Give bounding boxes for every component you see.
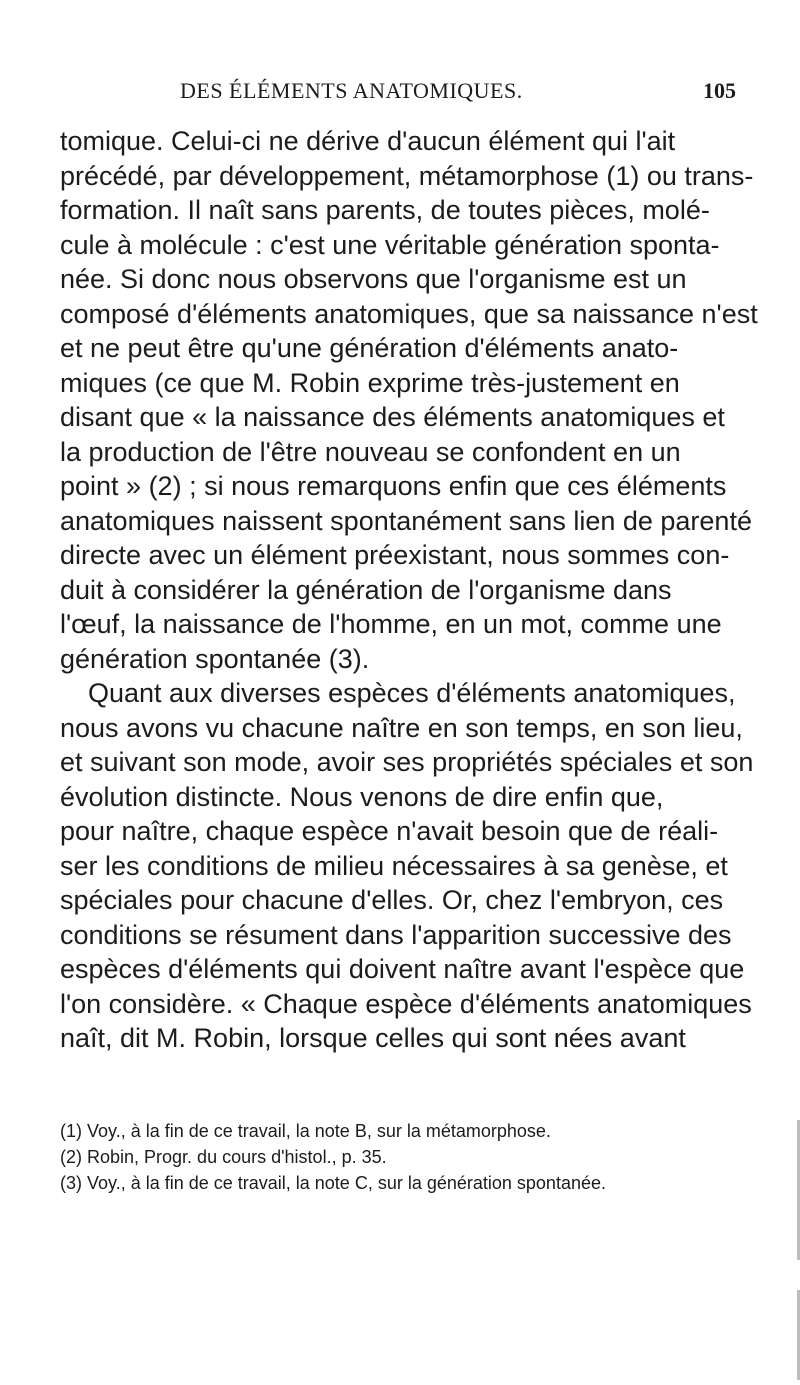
body-line: conditions se résument dans l'apparition successive des xyxy=(60,919,732,950)
body-line: composé d'éléments anatomiques, que sa naissance n'est xyxy=(60,298,758,329)
body-line: pour naître, chaque espèce n'avait besoin que de réali- xyxy=(60,816,719,846)
body-text xyxy=(60,124,758,1056)
body-line: évolution distincte. Nous venons de dire enfin que, xyxy=(60,781,664,812)
footnotes xyxy=(60,1118,680,1196)
body-line: née. Si donc nous observons que l'organisme est un xyxy=(60,264,687,294)
body-line: l'on considère. « Chaque espèce d'éléments anatomiques xyxy=(60,988,752,1019)
body-line: formation. Il naît sans parents, de toutes pièces, molé- xyxy=(60,195,710,225)
body-line: naît, dit M. Robin, lorsque celles qui sont nées avant xyxy=(60,1023,686,1053)
body-line: espèces d'éléments qui doivent naître avant l'espèce que xyxy=(60,954,745,984)
body-line: et suivant son mode, avoir ses propriétés spéciales et son xyxy=(60,747,754,777)
body-line: miques (ce que M. Robin exprime très-justement en xyxy=(60,367,680,398)
body-line: tomique. Celui-ci ne dérive d'aucun élément qui l'ait xyxy=(60,126,676,156)
body-line: cule à molécule : c'est une véritable génération sponta- xyxy=(60,229,720,260)
header-title: DES ÉLÉMENTS ANATOMIQUES. xyxy=(180,78,523,103)
body-line: ser les conditions de milieu nécessaires à sa genèse, et xyxy=(60,850,728,881)
body-line: directe avec un élément préexistant, nous sommes con- xyxy=(60,540,730,570)
body-line: duit à considérer la génération de l'organisme dans xyxy=(60,574,672,605)
body-line: la production de l'être nouveau se confondent en un xyxy=(60,436,681,467)
body-line-paragraph-end: génération spontanée (3). xyxy=(60,643,370,674)
footnote: (2) Robin, Progr. du cours d'histol., p. 35. xyxy=(60,1147,387,1167)
body-line: spéciales pour chacune d'elles. Or, chez l'embryon, ces xyxy=(60,885,724,915)
body-line: nous avons vu chacune naître en son temps, en son lieu, xyxy=(60,712,743,743)
running-header xyxy=(60,78,740,112)
body-line: anatomiques naissent spontanément sans lien de parenté xyxy=(60,505,752,536)
body-line-paragraph-start: Quant aux diverses espèces d'éléments anatomiques, xyxy=(88,678,736,708)
body-line: et ne peut être qu'une génération d'éléments anato- xyxy=(60,333,679,363)
body-line: précédé, par développement, métamorphose (1) ou trans- xyxy=(60,160,754,191)
page-number: 105 xyxy=(703,78,736,103)
footnote: (1) Voy., à la fin de ce travail, la note B, sur la métamorphose. xyxy=(60,1121,551,1141)
body-line: disant que « la naissance des éléments anatomiques et xyxy=(60,402,725,432)
footnote: (3) Voy., à la fin de ce travail, la note C, sur la génération spontanée. xyxy=(60,1173,606,1193)
body-line: l'œuf, la naissance de l'homme, en un mot, comme une xyxy=(60,609,722,639)
body-line: point » (2) ; si nous remarquons enfin que ces éléments xyxy=(60,471,727,501)
